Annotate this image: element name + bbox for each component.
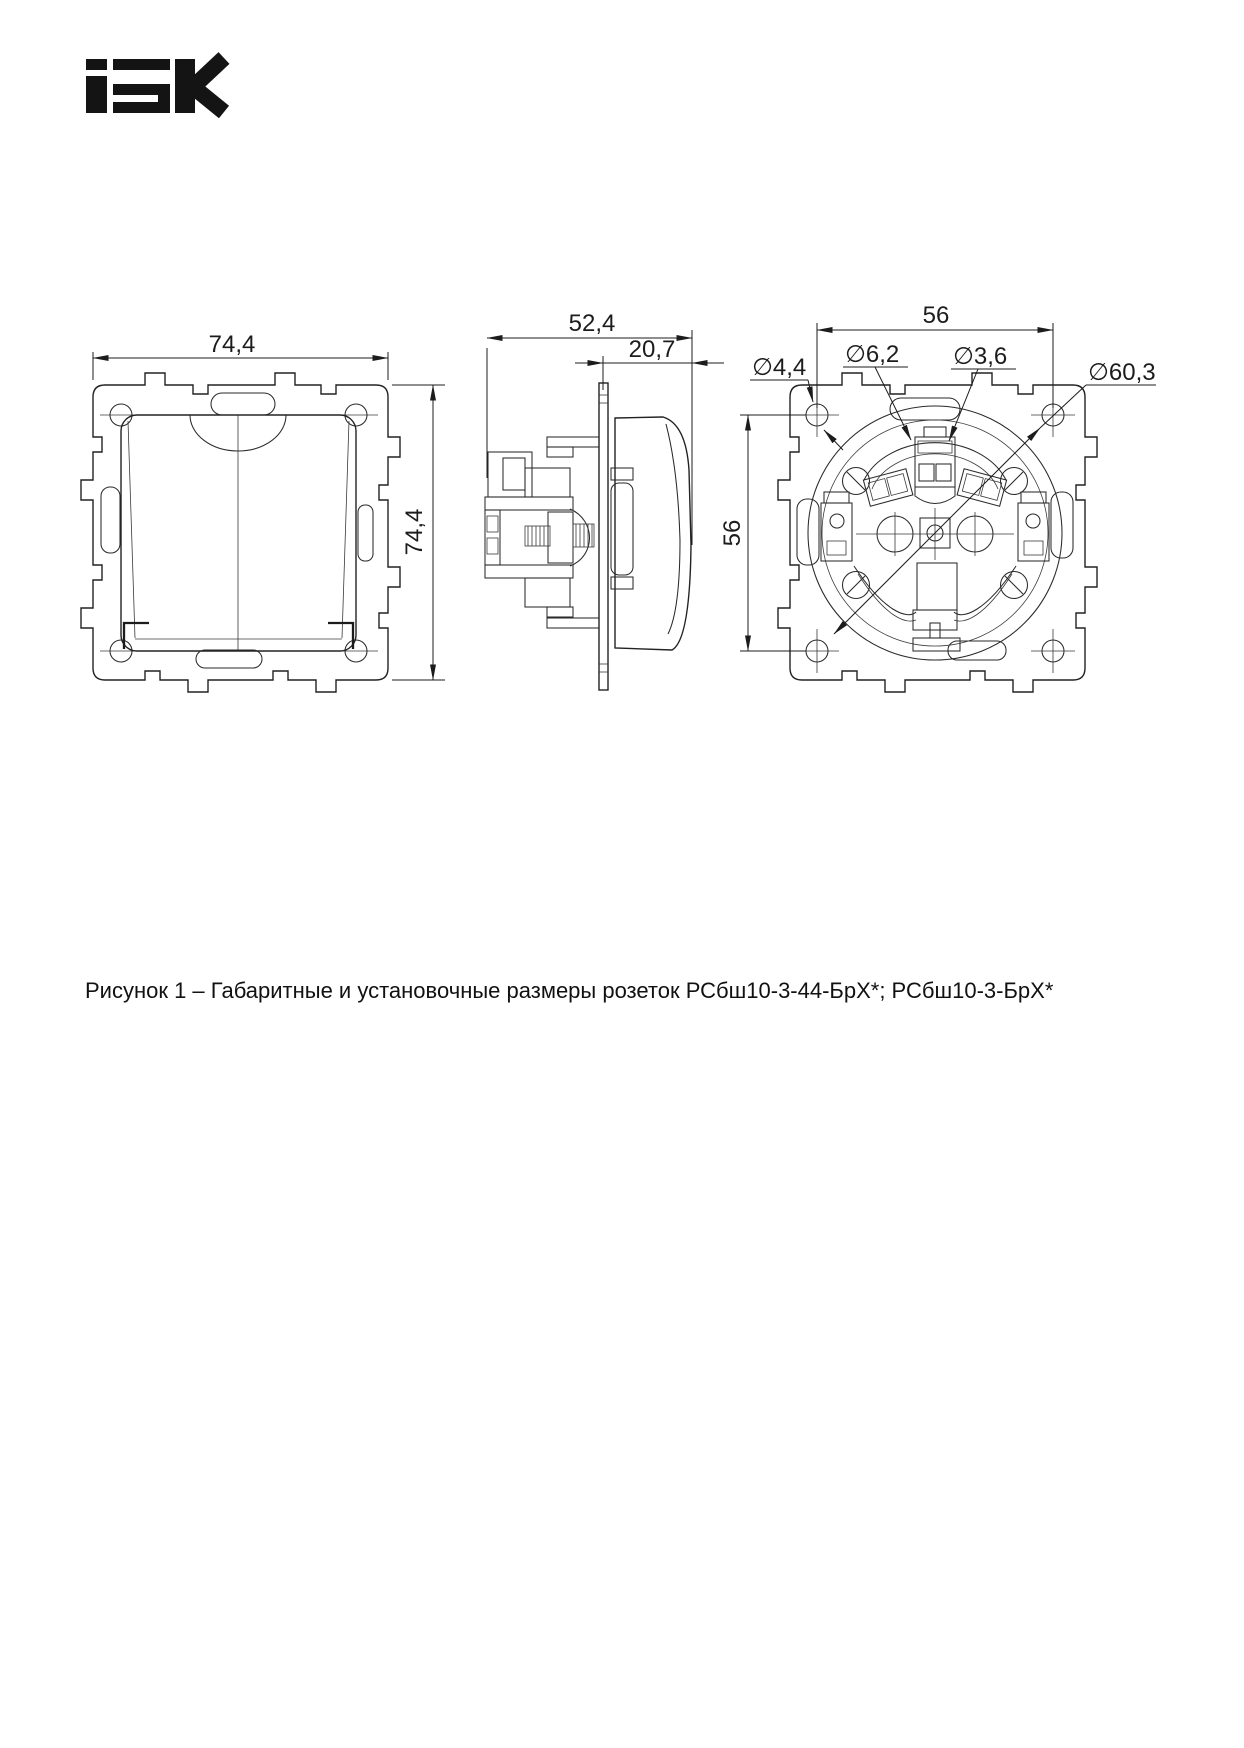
front-side-pill-left xyxy=(101,487,120,553)
back-dia603-diagonal xyxy=(834,428,1040,634)
front-side-pill-right xyxy=(358,505,373,561)
back-dim-h-label: 56 xyxy=(922,302,950,329)
side-screw-right xyxy=(573,524,594,547)
back-terminal-top xyxy=(915,427,955,504)
back-clamp-right xyxy=(1018,492,1049,561)
logo-k-lower-arm xyxy=(192,86,224,112)
side-screw-left xyxy=(525,526,550,546)
logo-e-top-bar xyxy=(113,59,170,70)
front-bottom-latch xyxy=(196,650,262,668)
logo-e-connector xyxy=(158,84,170,113)
front-cover-plate xyxy=(121,415,356,651)
front-height-dim-label: 74,4 xyxy=(401,508,428,556)
side-mech-top-bar2 xyxy=(547,447,573,457)
front-top-latch xyxy=(211,393,275,415)
back-dia603-label: ∅60,3 xyxy=(1088,359,1156,386)
logo-i-dot xyxy=(86,59,107,70)
back-bottom-assembly xyxy=(854,563,1016,651)
back-terminal-left xyxy=(863,469,912,506)
side-mech-upper-inner xyxy=(503,458,525,490)
back-wing-arc-inner xyxy=(872,454,998,489)
logo-i-stem xyxy=(86,76,107,113)
side-mech-top-bar xyxy=(547,437,599,447)
side-mech-left-sq2 xyxy=(487,538,498,554)
back-dia44-leader2 xyxy=(824,430,843,450)
figure-caption: Рисунок 1 – Габаритные и установочные размеры розеток РСбш10-3-44-БрХ*; РСбш10-3-БрХ* xyxy=(85,978,1054,1003)
back-terminal-right xyxy=(957,469,1006,506)
side-cover-depth-dim-label: 20,7 xyxy=(628,336,676,363)
back-contact-centerlines xyxy=(856,508,1014,560)
side-view-drawing xyxy=(485,310,724,690)
side-mech-lower-mid-block xyxy=(525,578,570,607)
side-mech-left-sq1 xyxy=(487,516,498,532)
front-bracket-left xyxy=(124,623,149,649)
back-dia62-label: ∅6,2 xyxy=(845,341,900,368)
back-frame-slot-top xyxy=(890,398,960,420)
back-dia44-label: ∅4,4 xyxy=(752,354,807,381)
back-dia603-leader xyxy=(1040,385,1086,428)
side-mech-bracket xyxy=(548,512,573,563)
front-plate-taper-left xyxy=(128,421,135,638)
side-mech-bottom-bar xyxy=(547,618,599,628)
front-plate-taper-right xyxy=(342,421,349,638)
front-view-drawing xyxy=(81,331,445,692)
back-clamp-left xyxy=(821,492,852,561)
back-view-drawing xyxy=(719,302,1156,692)
back-dia36-label: ∅3,6 xyxy=(953,343,1008,370)
side-cover-inner-shell xyxy=(666,424,680,634)
front-bracket-right xyxy=(328,623,353,649)
front-width-dim-label: 74,4 xyxy=(208,331,256,358)
back-dim-v-label: 56 xyxy=(719,519,746,547)
iek-logo xyxy=(86,58,224,113)
back-dia62-leader xyxy=(875,367,911,440)
back-dia36-leader xyxy=(949,369,978,441)
side-mech-upper-band xyxy=(485,497,573,510)
back-dia44-leader xyxy=(808,380,813,402)
side-depth-dim-label: 52,4 xyxy=(568,310,616,337)
side-mech-bottom-bar2 xyxy=(547,607,573,617)
logo-e-mid-bar xyxy=(113,84,158,95)
side-mech-lower-band xyxy=(485,565,573,578)
side-frame-plate xyxy=(599,383,608,690)
